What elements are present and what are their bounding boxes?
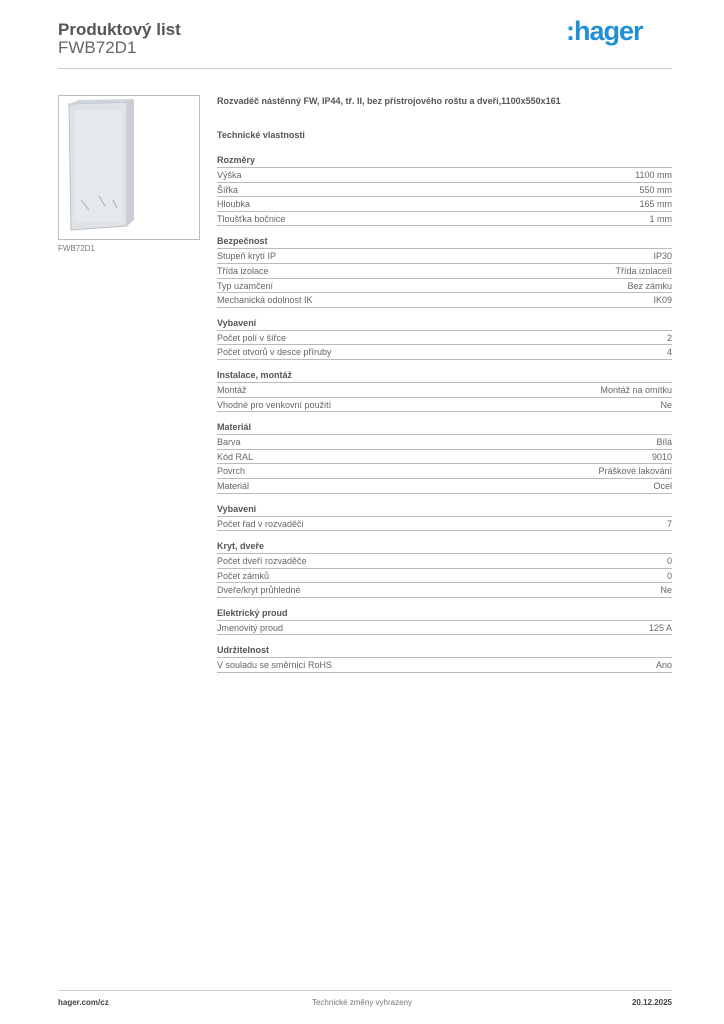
spec-label: Počet zámků (217, 570, 270, 581)
spec-row (217, 331, 672, 346)
footer-website: hager.com/cz (58, 998, 109, 1007)
spec-section (217, 607, 672, 636)
section-title: Materiál (217, 421, 672, 435)
spec-section (217, 369, 672, 412)
spec-row (217, 279, 672, 294)
spec-row (217, 249, 672, 264)
spec-value: 7 (666, 518, 672, 529)
spec-row (217, 435, 672, 450)
spec-value: Ocel (653, 480, 672, 491)
spec-value: IK09 (653, 295, 672, 306)
spec-row (217, 569, 672, 584)
spec-row (217, 183, 672, 198)
spec-section (217, 317, 672, 360)
spec-row (217, 345, 672, 360)
spec-value: Montáž na omítku (600, 384, 672, 395)
spec-row (217, 583, 672, 598)
section-title: Udržitelnost (217, 644, 672, 658)
spec-label: Kód RAL (217, 451, 254, 462)
hager-logo: :hager (566, 16, 643, 46)
spec-row (217, 517, 672, 532)
spec-label: Mechanická odolnost IK (217, 295, 313, 306)
image-caption: FWB72D1 (58, 244, 95, 253)
spec-value: Ne (660, 399, 672, 410)
spec-row (217, 197, 672, 212)
spec-row (217, 464, 672, 479)
section-title: Vybavení (217, 317, 672, 331)
spec-value: Ano (655, 660, 672, 671)
spec-row (217, 554, 672, 569)
tech-heading: Technické vlastnosti (217, 130, 305, 140)
spec-section (217, 421, 672, 493)
spec-row (217, 168, 672, 183)
spec-value: 0 (666, 570, 672, 581)
spec-row (217, 264, 672, 279)
spec-value: Bílá (656, 437, 672, 448)
section-title: Instalace, montáž (217, 369, 672, 383)
spec-label: Stupeň krytí IP (217, 251, 277, 262)
section-title: Vybavení (217, 503, 672, 517)
spec-value: 125 A (648, 622, 672, 633)
spec-value: Třída izolaceII (615, 265, 672, 276)
spec-value: 2 (666, 332, 672, 343)
spec-value: 165 mm (639, 199, 672, 210)
section-title: Rozměry (217, 154, 672, 168)
footer-date: 20.12.2025 (631, 998, 672, 1007)
product-code: FWB72D1 (58, 38, 137, 57)
spec-row (217, 398, 672, 413)
spec-label: Typ uzamčení (217, 280, 274, 291)
spec-label: Počet řad v rozvaděči (217, 518, 304, 529)
spec-label: Dveře/kryt průhledné (217, 585, 301, 596)
divider (58, 68, 672, 69)
spec-row (217, 383, 672, 398)
spec-sheet (217, 95, 672, 682)
spec-section (217, 235, 672, 307)
section-title: Kryt, dveře (217, 540, 672, 554)
spec-label: Šířka (217, 184, 239, 195)
spec-value: Práškové lakování (598, 466, 672, 477)
section-title: Bezpečnost (217, 235, 672, 249)
spec-section (217, 644, 672, 673)
spec-label: Jmenovitý proud (217, 622, 284, 633)
spec-value: 1100 mm (635, 170, 672, 180)
spec-section (217, 540, 672, 598)
spec-label: Počet dveří rozvaděče (217, 556, 307, 567)
divider (58, 990, 672, 991)
spec-section (217, 154, 672, 226)
spec-label: V souladu se směrnicí RoHS (217, 660, 333, 671)
spec-label: Třída izolace (217, 265, 269, 276)
spec-value: 4 (666, 347, 672, 358)
spec-value: 1 mm (649, 213, 672, 224)
spec-row (217, 658, 672, 673)
spec-label: Materiál (217, 480, 250, 491)
spec-label: Počet polí v šířce (217, 332, 287, 343)
spec-row (217, 212, 672, 227)
spec-label: Vhodné pro venkovní použití (217, 399, 332, 410)
footer-note: Technické změny vyhrazeny (311, 998, 413, 1007)
spec-label: Barva (217, 437, 241, 448)
spec-value: Ne (660, 585, 672, 596)
spec-row (217, 450, 672, 465)
product-image (58, 95, 200, 240)
section-title: Elektrický proud (217, 607, 672, 621)
spec-label: Výška (217, 170, 242, 180)
spec-label: Tloušťka bočnice (217, 213, 286, 224)
spec-row (217, 293, 672, 308)
product-description: Rozvaděč nástěnný FW, IP44, tř. II, bez přístrojového roštu a dveří,1100x550x161 (217, 96, 561, 106)
spec-label: Povrch (217, 466, 246, 477)
spec-value: 0 (666, 556, 672, 567)
spec-row (217, 621, 672, 636)
spec-value: IP30 (653, 251, 672, 262)
spec-value: 550 mm (639, 184, 672, 195)
spec-value: Bez zámku (627, 280, 672, 291)
spec-label: Hloubka (217, 199, 251, 210)
spec-section (217, 503, 672, 532)
spec-value: 9010 (651, 451, 672, 462)
spec-row (217, 479, 672, 494)
page-title: Produktový list (58, 20, 181, 39)
spec-label: Počet otvorů v desce příruby (217, 347, 332, 358)
spec-label: Montáž (217, 384, 247, 395)
